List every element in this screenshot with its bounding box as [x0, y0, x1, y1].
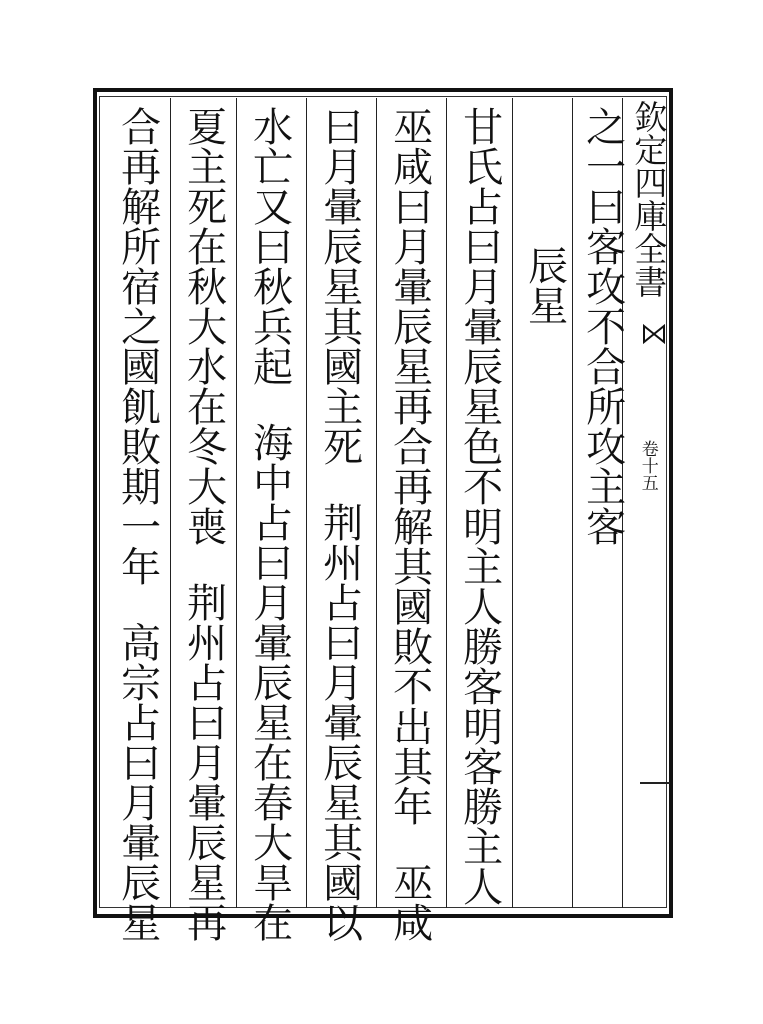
volume-label: [636, 440, 658, 491]
column-rule: [376, 98, 377, 908]
volume-label-text: 卷十五: [637, 440, 658, 491]
column-text: 曰月暈辰星其國主死: [316, 106, 363, 466]
text-column-2: [515, 245, 573, 325]
column-text: 之一曰客攻不合所攻主客: [579, 106, 626, 546]
text-column-8: [108, 106, 166, 942]
column-text: 夏主死在秋大水在冬大喪: [180, 106, 227, 546]
fish-tail-icon: [642, 322, 666, 346]
text-column-6: [240, 106, 298, 942]
column-text: 合再解所宿之國飢敗期一年: [114, 106, 161, 586]
column-text: 荆州占曰月暈辰星其國以: [316, 502, 363, 942]
book-title-text: 欽定四庫全書: [629, 100, 669, 298]
book-title: [628, 100, 668, 298]
column-text: 甘氏占曰月暈辰星色不明主人勝客明客勝主人: [456, 106, 503, 906]
text-column-7: [174, 106, 232, 942]
column-text: 高宗占曰月暈辰星: [114, 622, 161, 942]
text-column-1: [573, 106, 631, 546]
column-text: 荆州占曰月暈辰星再: [180, 582, 227, 942]
section-heading: 辰星: [521, 245, 568, 325]
column-text: 水亡又曰秋兵起: [246, 106, 293, 386]
column-rule: [446, 98, 447, 908]
column-rule: [236, 98, 237, 908]
column-rule: [306, 98, 307, 908]
column-text: 海中占曰月暈辰星在春大旱在: [246, 422, 293, 942]
fish-tail-mark: [640, 782, 670, 794]
text-column-4: [380, 106, 438, 942]
text-column-3: [450, 106, 508, 906]
column-rule: [170, 98, 171, 908]
text-column-5: [310, 106, 368, 942]
column-text: 巫咸曰月暈辰星再合再解其國敗不出其年: [386, 106, 433, 826]
column-rule: [512, 98, 513, 908]
column-text: 巫咸: [386, 862, 433, 942]
